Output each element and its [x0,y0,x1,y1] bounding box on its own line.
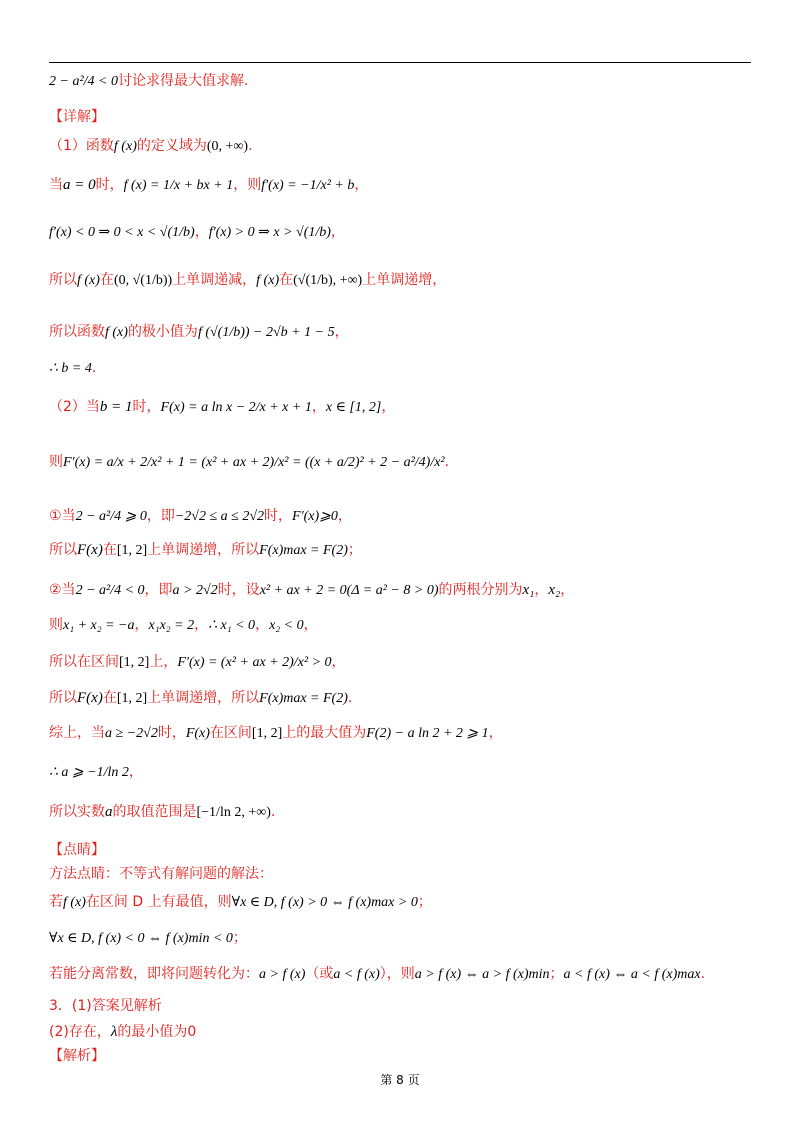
text-line [49,892,432,913]
math-expression: ∀x ∈ D, f (x) < 0 ⇔ f (x)min < 0 [49,931,233,946]
text-line [49,175,368,196]
math-expression: [1, 2] [119,655,150,670]
math-expression: b = 1 [99,399,133,415]
math-expression: F(x) [77,542,103,558]
text-run: 上单调递增， [362,272,447,288]
header-rule [49,62,751,63]
text-run: . [270,804,276,820]
text-run: (2)存在， [49,1024,111,1040]
math-expression: a < f (x) ⇔ a < f (x)max [563,967,701,982]
math-expression: F(x)max = F(2) [259,543,348,558]
text-run: ， [331,654,346,670]
math-expression: a ≥ −2√2 [105,726,158,741]
text-run: 在 [102,690,117,706]
math-expression: a [105,804,113,820]
text-run: 的定义域为 [136,138,207,154]
text-run: 若 [49,894,63,910]
text-line [49,222,345,243]
math-expression: f′(x) = −1/x² + b [261,178,355,193]
math-expression: x² + ax + 2 = 0(Δ = a² − 8 > 0) [259,583,439,598]
text-run: 【点睛】 [49,842,105,858]
text-run: . [347,690,353,706]
math-expression: F′(x) = a/x + 2/x² + 1 = (x² + ax + 2)/x² = ((x + a/2)² + 2 − a²/4)/x² [63,455,445,470]
text-line [49,928,247,949]
text-run: 时， [132,399,161,415]
math-expression: x₂ [548,582,561,598]
text-run: 时， [264,508,293,524]
math-expression: x₁ + x₂ = −a [63,618,135,633]
text-line [49,802,275,823]
math-expression: f (x) [256,273,280,288]
text-line [49,107,105,127]
text-run: 的两根分别为 [438,582,523,598]
text-run: 则 [49,454,63,470]
math-expression: F(x) [77,690,103,706]
text-line [49,996,162,1016]
math-expression: −2√2 ≤ a ≤ 2√2 [174,509,265,524]
math-expression: a = 0 [63,177,96,193]
math-expression: (0, +∞) [206,139,249,154]
math-expression: f (x) [77,273,100,288]
text-run: 的取值范围是 [112,804,197,820]
math-expression: 2 − a²/4 ⩾ 0 [75,509,147,524]
text-line [49,864,273,884]
text-run: 【详解】 [49,109,105,125]
math-expression: F(x)max = F(2) [259,691,348,706]
text-run: 在 [102,542,117,558]
math-expression: ∴ x₁ < 0 [208,618,256,633]
text-run: ， [194,617,209,633]
text-run: 所以实数 [49,804,105,820]
text-run: 当 [49,177,63,193]
math-expression: F(x) [185,726,210,741]
math-expression: F(2) − a ln 2 + 2 ⩾ 1 [366,726,489,741]
text-line [49,964,705,985]
text-run: 综上，当 [49,725,105,741]
math-expression: ∴ a ⩾ −1/ln 2 [49,765,129,780]
math-expression: a > f (x) [259,967,306,982]
text-run: 时， [95,177,124,193]
math-expression: 2 − a²/4 < 0 [75,583,145,598]
math-expression: ∀x ∈ D, f (x) > 0 ⇔ f (x)max > 0 [231,895,418,910]
text-run: 方法点睛：不等式有解问题的解法： [49,866,273,882]
text-run: 【解析】 [49,1048,105,1064]
math-expression: λ [110,1024,118,1040]
text-run: ②当 [49,582,76,598]
math-expression: f (x) [105,325,128,340]
text-run: ，即 [144,582,173,598]
text-run: 的最小值为0 [117,1024,197,1040]
math-expression: x₁x₂ = 2 [148,618,195,633]
math-expression: f (x) [63,895,86,910]
math-expression: 2 − a²/4 < 0 [49,74,118,89]
text-run: （1）函数 [49,138,114,154]
math-expression: F′(x) = (x² + ax + 2)/x² > 0 [177,655,332,670]
text-run: 在区间 [209,725,252,741]
text-run: . [91,360,97,376]
math-expression: F(x) = a ln x − 2/x + x + 1 [160,400,312,415]
text-run: 所以 [49,690,77,706]
math-expression: (0, √(1/b)) [113,273,173,288]
text-run: ， [560,582,575,598]
text-run: ； [417,894,432,910]
text-run: 上单调递减， [172,272,257,288]
math-expression: f (x) [113,139,137,154]
text-run: ， [128,764,143,780]
text-run: 所以在区间 [49,654,119,670]
math-expression: f (x) = 1/x + bx + 1 [123,178,234,193]
math-expression: [1, 2] [116,543,148,558]
text-run: . [700,966,706,982]
math-expression: a < f (x) [333,967,380,982]
text-run: 时，设 [217,582,260,598]
math-expression: F′(x)⩾0 [292,509,338,524]
text-line [49,723,503,744]
math-expression: a > f (x) ⇔ a > f (x)min [414,967,550,982]
text-line [49,1022,196,1042]
text-run: 在区间 D 上有最值，则 [85,894,232,910]
text-run: 在 [99,272,114,288]
text-run: ， [337,508,352,524]
text-run: 在 [279,272,294,288]
text-run: ①当 [49,508,76,524]
page-number: 第 8 页 [380,1073,420,1087]
math-expression: f (√(1/b)) − 2√b + 1 − 5 [197,325,335,340]
text-run: ， [303,617,318,633]
math-expression: f′(x) > 0 ⇒ x > √(1/b) [208,225,331,240]
text-run: 则 [49,617,63,633]
text-run: 的极小值为 [127,324,198,340]
text-run: ， [534,582,549,598]
text-run: （2）当 [49,399,100,415]
text-run: ， [311,399,326,415]
text-line [49,506,352,527]
text-run: ， [255,617,270,633]
text-run: ， [194,224,209,240]
text-run: ，则 [233,177,262,193]
math-expression: [1, 2] [251,726,283,741]
text-run: （或 [305,966,334,982]
text-run: 所以 [49,272,77,288]
math-expression: a > 2√2 [172,583,218,598]
text-run: 所以 [49,542,77,558]
text-run: ； [232,930,247,946]
text-run: 讨论求得最大值求解. [117,73,249,89]
text-line [49,270,446,291]
math-expression: f′(x) < 0 ⇒ 0 < x < √(1/b) [49,225,195,240]
text-run: 上单调递增，所以 [147,542,260,558]
text-run: 上的最大值为 [282,725,367,741]
text-line [49,322,349,343]
text-line [49,615,318,636]
math-expression: [−1/ln 2, +∞) [196,805,271,820]
text-line [49,397,395,418]
text-run: 3．(1)答案见解析 [49,998,162,1014]
text-line [49,358,96,379]
text-run: 时， [157,725,186,741]
text-run: ， [334,324,349,340]
text-line [49,688,352,709]
text-line [49,71,248,92]
text-run: 上单调递增，所以 [147,690,260,706]
math-expression: ∴ b = 4 [49,361,92,376]
text-run: ， [354,177,369,193]
math-expression: x ∈ [1, 2] [325,400,382,415]
text-line [49,580,574,601]
text-run: ，即 [146,508,175,524]
text-line [49,540,362,561]
text-run: 上， [149,654,178,670]
text-run: ， [488,725,503,741]
text-line [49,652,346,673]
text-line [49,840,105,860]
text-line [49,1046,105,1066]
text-run: . [444,454,450,470]
text-line [49,762,143,783]
text-run: ， [330,224,345,240]
text-line [49,136,253,157]
text-run: 若能分离常数，即将问题转化为： [49,966,259,982]
math-expression: (√(1/b), +∞) [293,273,363,288]
text-line [49,452,449,473]
text-run: ； [347,542,362,558]
text-run: ， [381,399,396,415]
text-run: ， [134,617,149,633]
text-run: ； [549,966,564,982]
text-run: 所以函数 [49,324,105,340]
text-run: ），则 [379,966,415,982]
math-expression: x₂ < 0 [269,618,304,633]
text-run: . [248,138,253,154]
math-expression: x₁ [522,582,535,598]
math-expression: [1, 2] [116,691,148,706]
